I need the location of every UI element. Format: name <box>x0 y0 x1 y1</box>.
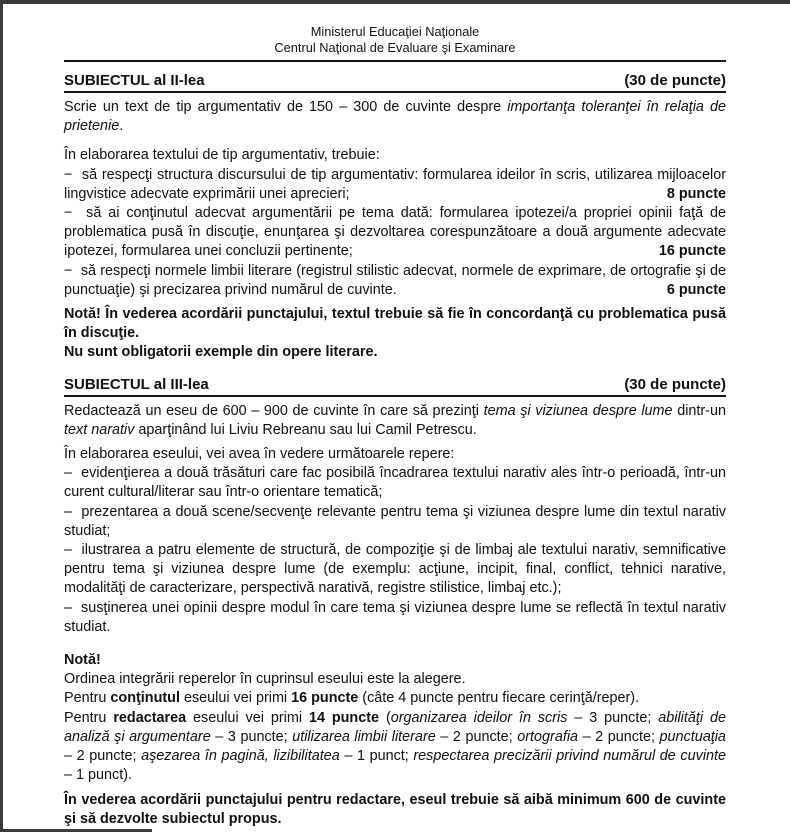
text-segment: dintr-un <box>672 402 726 419</box>
text-segment: – evidenţierea a două trăsături care fac posibilă încadrarea textului narativ ales într-o perioadă, într-un curent cultural/literar sau într-o orientare tematică; <box>64 465 726 501</box>
requirement-language <box>64 262 726 300</box>
text-segment: Notă! <box>64 652 101 669</box>
text-segment: – ilustrarea a patru elemente de structură, de compoziţie şi de limbaj ale textului narativ, semnificative pentru tema şi viziunea despre lume (de exemplu: acţiune, incipit, final, conflict, tehnici narative, modalităţi de caracterizare, perspectivă narativă, registre stilistice, limbaj etc.); <box>64 542 726 597</box>
text-segment: abilităţi de analiză şi argumentare <box>64 709 726 745</box>
header-divider <box>64 60 726 62</box>
text-segment: eseului vei primi <box>179 690 292 707</box>
note-order <box>64 670 726 689</box>
note-heading <box>64 651 726 670</box>
text-segment: – susţinerea unei opinii despre modul în care tema şi viziunea despre lume se reflectă în textul narativ studiat. <box>64 599 726 635</box>
points-value: 8 puncte <box>666 185 726 202</box>
text-segment: 16 puncte <box>291 690 359 707</box>
guideline-scenes <box>64 503 726 541</box>
text-segment: 14 puncte <box>308 709 380 726</box>
section-2-title-row <box>64 71 726 93</box>
guideline-elements <box>64 541 726 599</box>
section-3-points: (30 de puncte) <box>624 375 726 393</box>
text-segment: conţinutul <box>110 690 180 707</box>
note-no-examples <box>64 343 726 362</box>
text-segment: respectarea precizării privind numărul de cuvinte <box>413 748 727 765</box>
text-segment: organizarea ideilor în scris <box>390 709 568 726</box>
text-segment: Pentru <box>64 690 111 707</box>
text-segment: Ordinea integrării reperelor în cuprinsul eseului este la alegere. <box>64 671 466 688</box>
text-segment: eseului vei primi <box>186 709 309 726</box>
text-segment: – 2 puncte; <box>578 728 660 745</box>
text-segment: punctuaţia <box>659 728 726 745</box>
points-value: 6 puncte <box>666 281 726 298</box>
requirements-intro <box>64 146 726 165</box>
text-segment: ( <box>379 709 391 726</box>
evaluation-center-name: Centrul Naţional de Evaluare şi Examinare <box>274 40 516 55</box>
text-segment: . <box>119 118 124 135</box>
text-segment: − să respecţi structura discursului de tip argumentativ: formularea ideilor în scris, utilizarea mijloacelor lingvistice adecvate exprimării unei aprecieri; <box>64 166 726 202</box>
requirement-content <box>64 204 726 262</box>
text-segment: − să ai conţinutul adecvat argumentării pe tema dată: formularea ipotezei/a propriei opinii faţă de problematica pusă în discuţie, enunţarea şi dezvoltarea corespunzătoare a două argumente adecvate ipotezei, formularea unei concluzii pertinente; <box>64 205 726 260</box>
text-segment: text narativ <box>64 421 135 438</box>
section-2-points: (30 de puncte) <box>624 72 726 89</box>
text-segment: Notă! În vederea acordării punctajului, textul trebuie să fie în concordanţă cu problematica pusă în discuţie. <box>64 306 726 342</box>
section-3-body <box>64 402 726 829</box>
points-value: 16 puncte <box>658 243 726 260</box>
document-header <box>64 24 726 56</box>
text-segment: (câte 4 puncte pentru fiecare cerinţă/reper). <box>358 690 640 707</box>
text-segment: – 2 puncte; <box>64 748 142 765</box>
text-segment: − să respecţi normele limbii literare (registrul stilistic adecvat, normele de exprimare, de ortografie şi de punctuaţie) şi precizarea privind numărul de cuvinte. <box>64 262 726 298</box>
text-segment: redactarea <box>113 709 187 726</box>
text-segment: Redactează un eseu de 600 – 900 de cuvinte în care să prezinţi <box>64 402 484 419</box>
text-segment: – 3 puncte; <box>210 728 293 745</box>
text-segment: utilizarea limbii literare <box>292 728 436 745</box>
guidelines-intro <box>64 445 726 464</box>
text-segment: aşezarea în pagină, lizibilitatea <box>141 748 340 765</box>
section-2-title: SUBIECTUL al II-lea <box>64 72 205 89</box>
text-segment: Nu sunt obligatorii exemple din opere literare. <box>64 344 378 361</box>
text-segment: tema şi viziunea despre lume <box>483 402 673 419</box>
text-segment: importanţa toleranţei în relaţia de prietenie <box>64 99 726 135</box>
note-redaction-points <box>64 709 726 786</box>
note-minimum-words <box>64 791 726 829</box>
section-3-title: SUBIECTUL al III-lea <box>64 375 209 393</box>
requirement-structure <box>64 166 726 204</box>
text-segment: – prezentarea a două scene/secvenţe relevante pentru tema şi viziunea despre lume din textul narativ studiat; <box>64 503 726 539</box>
guideline-features <box>64 464 726 502</box>
text-segment: – 1 punct; <box>339 748 414 765</box>
section-2-body <box>64 98 726 363</box>
text-segment: Scrie un text de tip argumentativ de 150 – 300 de cuvinte despre <box>64 99 508 115</box>
task-statement <box>64 98 726 136</box>
text-segment: – 2 puncte; <box>435 728 518 745</box>
text-segment: În elaborarea eseului, vei avea în vedere următoarele repere: <box>64 446 455 463</box>
task-statement <box>64 402 726 440</box>
note-concordance <box>64 305 726 343</box>
text-segment: În elaborarea textului de tip argumentativ, trebuie: <box>64 147 380 164</box>
ministry-name: Ministerul Educaţiei Naţionale <box>310 24 480 39</box>
guideline-opinion <box>64 599 726 637</box>
text-segment: aparţinând lui Liviu Rebreanu sau lui Camil Petrescu. <box>134 421 477 438</box>
text-segment: În vederea acordării punctajului pentru redactare, eseul trebuie să aibă minimum 600 de cuvinte şi să dezvolte subiectul propus. <box>64 791 726 827</box>
text-segment: Pentru <box>64 709 114 726</box>
section-3-title-row <box>64 375 726 397</box>
note-content-points <box>64 689 726 708</box>
text-segment: – 1 punct). <box>64 767 132 784</box>
text-segment: – 3 puncte; <box>567 709 659 726</box>
text-segment: ortografia <box>517 728 579 745</box>
